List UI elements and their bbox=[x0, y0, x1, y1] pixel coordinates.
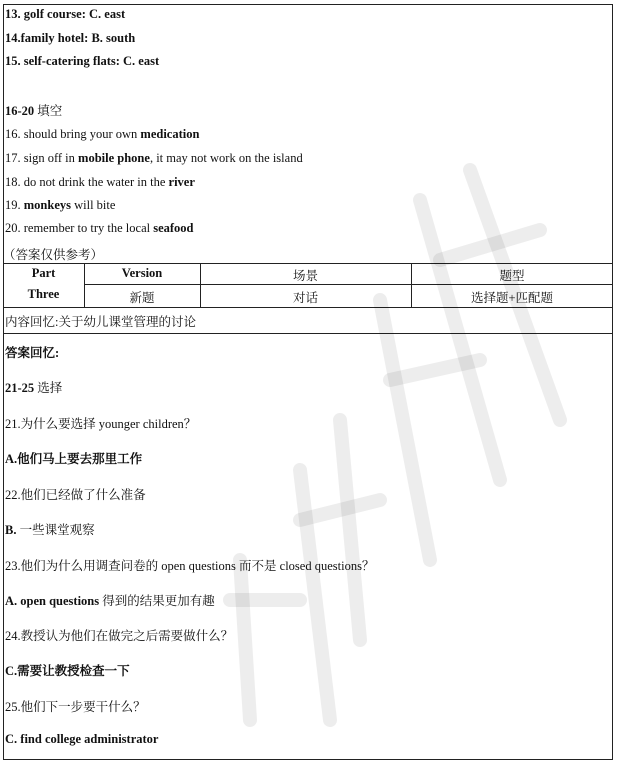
table-part-value: Three bbox=[27, 287, 60, 301]
page-frame bbox=[3, 4, 613, 760]
answer-19-key: monkeys bbox=[23, 198, 71, 212]
answer-16-text: 16. should bring your own bbox=[5, 127, 141, 141]
answer-25-choice: C. find college administrator bbox=[5, 732, 159, 746]
answer-25 bbox=[5, 732, 158, 747]
answer-18-key: river bbox=[168, 175, 195, 189]
fill-heading bbox=[5, 101, 62, 119]
reference-note: （答案仅供参考） bbox=[3, 248, 104, 262]
table-top-border bbox=[3, 263, 613, 264]
content-recall: 内容回忆:关于幼儿课堂管理的讨论 bbox=[5, 315, 196, 329]
answer-16-key: medication bbox=[140, 127, 200, 141]
answer-23 bbox=[5, 591, 215, 609]
answer-22 bbox=[5, 520, 95, 538]
answer-21 bbox=[5, 449, 142, 467]
answer-17-key: mobile phone bbox=[78, 151, 150, 165]
question-23: 23.他们为什么用调查问卷的 open questions 而不是 closed questions？ bbox=[5, 559, 375, 573]
answer-18 bbox=[5, 175, 195, 190]
answer-14: 14.family hotel: B. south bbox=[5, 31, 136, 45]
answer-18-text: 18. do not drink the water in the bbox=[5, 175, 169, 189]
table-type-value: 选择题+匹配题 bbox=[470, 291, 554, 305]
answer-15: 15. self-catering flats: C. east bbox=[5, 54, 160, 68]
section-heading-range: 21-25 bbox=[5, 381, 35, 395]
answer-19-tail: will bite bbox=[70, 198, 116, 212]
table-version-value: 新题 bbox=[129, 291, 155, 305]
fill-heading-range: 16-20 bbox=[5, 104, 35, 118]
answer-17 bbox=[5, 151, 303, 166]
section-heading-label: 选择 bbox=[34, 381, 63, 395]
answer-20-key: seafood bbox=[153, 221, 194, 235]
table-header-type: 题型 bbox=[499, 269, 525, 283]
answer-22-choice: B. bbox=[5, 523, 17, 537]
table-mid-border bbox=[84, 284, 613, 285]
answer-21-choice: A.他们马上要去那里工作 bbox=[5, 452, 143, 466]
answer-17-tail: , it may not work on the island bbox=[149, 151, 303, 165]
table-header-version: Version bbox=[121, 266, 163, 280]
fill-heading-label: 填空 bbox=[34, 104, 63, 118]
answer-20 bbox=[5, 221, 194, 236]
answer-recall-heading: 答案回忆: bbox=[5, 346, 60, 360]
content-recall-divider bbox=[3, 333, 613, 334]
answer-23-choice: A. open questions bbox=[5, 594, 100, 608]
answer-19-text: 19. bbox=[5, 198, 24, 212]
answer-13: 13. golf course: C. east bbox=[5, 7, 126, 21]
table-header-scene: 场景 bbox=[292, 269, 318, 283]
table-header-part: Part bbox=[31, 266, 56, 280]
question-22: 22.他们已经做了什么准备 bbox=[5, 488, 146, 502]
table-scene-value: 对话 bbox=[292, 291, 318, 305]
answer-22-text: 一些课堂观察 bbox=[16, 523, 95, 537]
table-bottom-border bbox=[3, 307, 613, 308]
answer-19 bbox=[5, 198, 115, 213]
answer-24 bbox=[5, 661, 130, 679]
question-24: 24.教授认为他们在做完之后需要做什么？ bbox=[5, 629, 234, 643]
question-25: 25.他们下一步要干什么？ bbox=[5, 700, 146, 714]
answer-24-choice: C.需要让教授检查一下 bbox=[5, 664, 130, 678]
answer-23-text: 得到的结果更加有趣 bbox=[99, 594, 215, 608]
answer-17-text: 17. sign off in bbox=[5, 151, 79, 165]
section-heading bbox=[5, 378, 62, 396]
question-21: 21.为什么要选择 younger children？ bbox=[5, 417, 197, 431]
answer-20-text: 20. remember to try the local bbox=[5, 221, 154, 235]
answer-16 bbox=[5, 127, 199, 142]
